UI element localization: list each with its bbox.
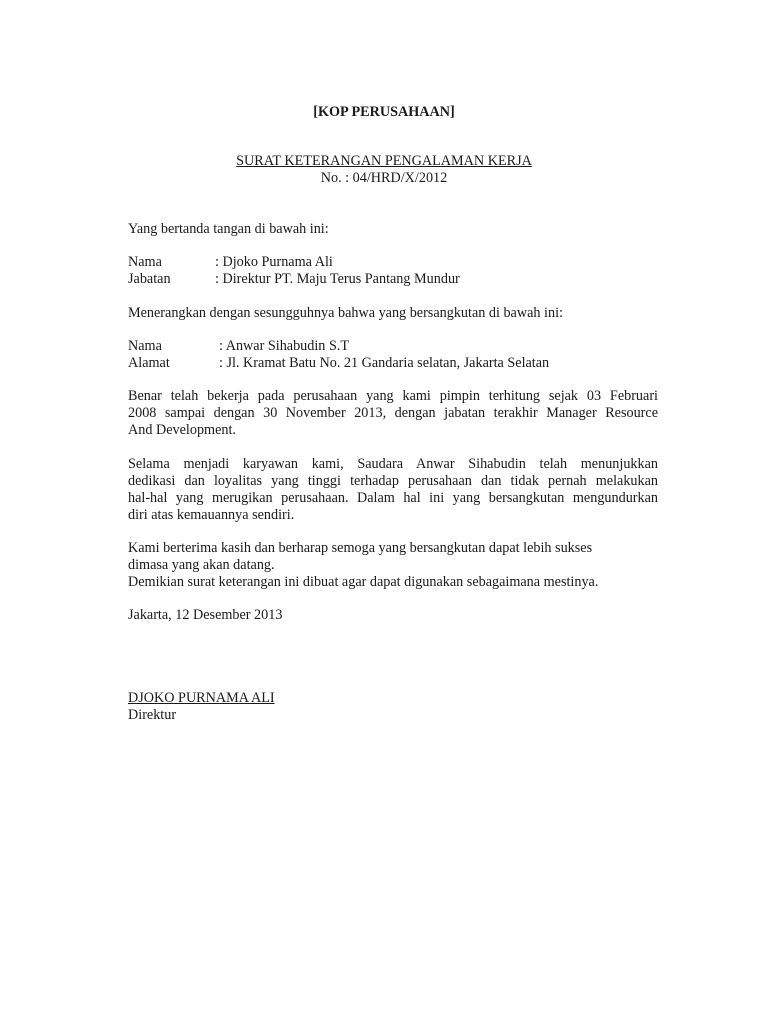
- employee-address-label: Alamat: [128, 355, 170, 371]
- signer-name-label: Nama: [128, 254, 162, 270]
- paragraph-dedication-line: diri atas kemauannya sendiri.: [128, 507, 295, 523]
- employee-name-label: Nama: [128, 338, 162, 354]
- document-number: No. : 04/HRD/X/2012: [320, 170, 448, 186]
- place-and-date: Jakarta, 12 Desember 2013: [128, 607, 283, 623]
- document-title-text: SURAT KETERANGAN PENGALAMAN KERJA: [236, 153, 532, 169]
- statement-sentence: Menerangkan dengan sesungguhnya bahwa yang bersangkutan di bawah ini:: [128, 305, 563, 321]
- document-title: [0, 153, 768, 170]
- paragraph-closing-line: Demikian surat keterangan ini dibuat agar dapat digunakan sebagaimana mestinya.: [128, 574, 599, 590]
- signer-position-value: : Direktur PT. Maju Terus Pantang Mundur: [215, 271, 460, 287]
- employee-name-value: : Anwar Sihabudin S.T: [219, 338, 350, 354]
- paragraph-employment-line: 2008 sampai dengan 30 November 2013, dengan jabatan terakhir Manager Resource: [128, 405, 658, 421]
- paragraph-dedication-line: hal-hal yang merugikan perusahaan. Dalam hal ini yang bersangkutan mengundurkan: [128, 490, 658, 506]
- signer-position-label: Jabatan: [128, 271, 171, 287]
- paragraph-closing-line: Kami berterima kasih dan berharap semoga yang bersangkutan dapat lebih sukses: [128, 540, 593, 556]
- letterhead-placeholder: [KOP PERUSAHAAN]: [313, 104, 455, 120]
- opening-sentence: Yang bertanda tangan di bawah ini:: [128, 221, 329, 237]
- employee-address-value: : Jl. Kramat Batu No. 21 Gandaria selatan, Jakarta Selatan: [219, 355, 550, 371]
- signature-title: Direktur: [128, 707, 177, 723]
- paragraph-dedication-line: Selama menjadi karyawan kami, Saudara Anwar Sihabudin telah menunjukkan: [128, 456, 658, 472]
- paragraph-employment-line: Benar telah bekerja pada perusahaan yang kami pimpin terhitung sejak 03 Februari: [128, 388, 658, 404]
- signature-name: [128, 690, 275, 707]
- paragraph-employment-line: And Development.: [128, 422, 236, 438]
- signature-name-text: DJOKO PURNAMA ALI: [128, 690, 275, 706]
- signer-name-value: : Djoko Purnama Ali: [215, 254, 333, 270]
- paragraph-dedication-line: dedikasi dan loyalitas yang tinggi terhadap perusahaan dan tidak pernah melakukan: [128, 473, 658, 489]
- paragraph-closing-line: dimasa yang akan datang.: [128, 557, 275, 573]
